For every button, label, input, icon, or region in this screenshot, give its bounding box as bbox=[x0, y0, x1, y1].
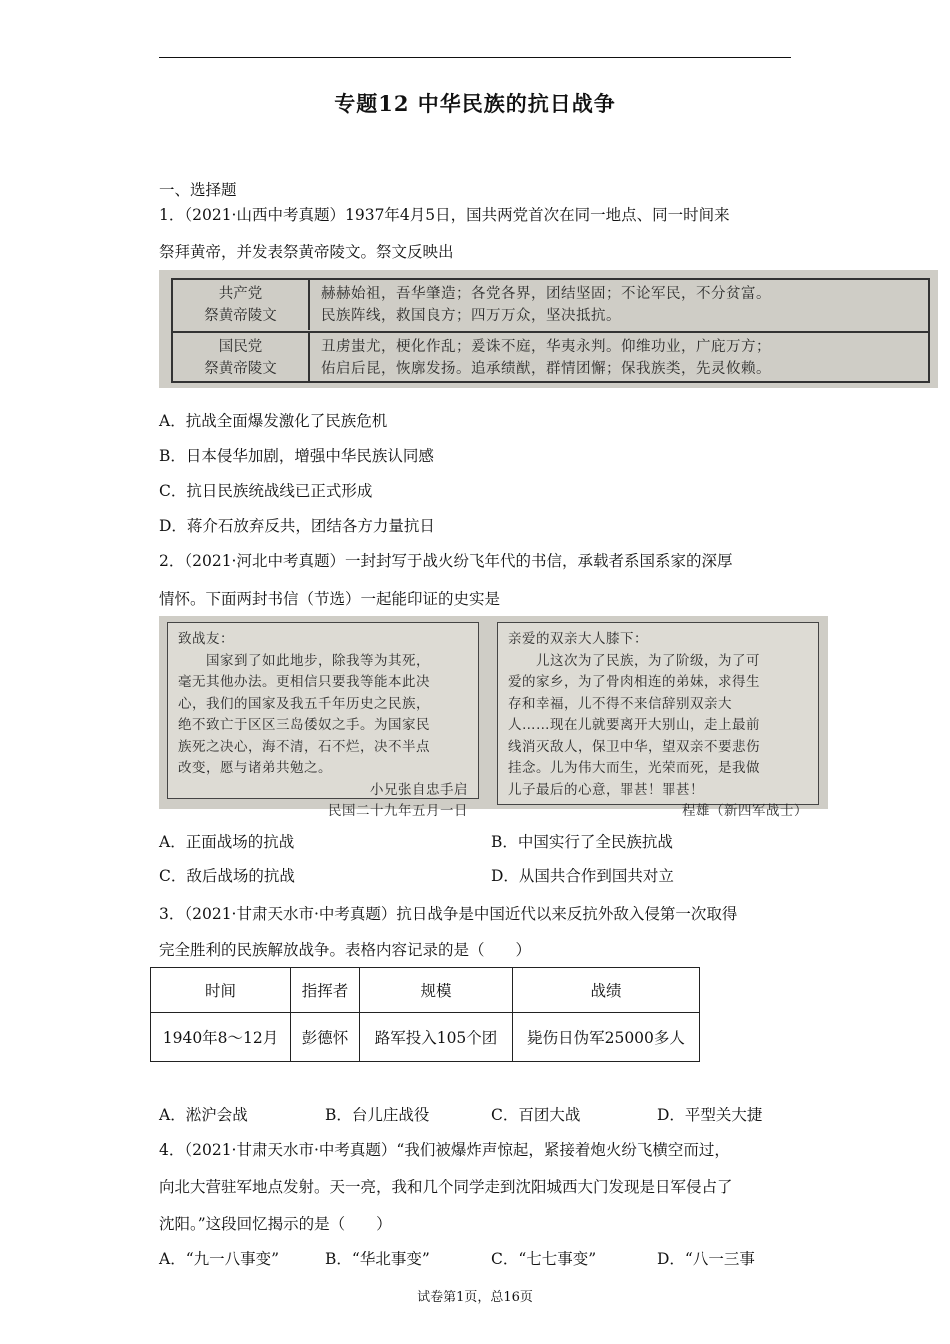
letter-cheng-xiong bbox=[497, 622, 819, 819]
q2-stem-line2: 情怀。下面两封书信（节选）一起能印证的史实是 bbox=[159, 590, 501, 608]
q3-option-c[interactable]: C．百团大战 bbox=[491, 1106, 581, 1124]
page-footer: 试卷第1页，总16页 bbox=[417, 1290, 533, 1305]
letter-b-line: 爱的家乡，为了骨肉相连的弟妹，求得生 bbox=[508, 674, 760, 690]
letter-b-line: 亲爱的双亲大人膝下： bbox=[508, 631, 648, 647]
letter-a-date: 民国二十九年五月一日 bbox=[230, 803, 468, 819]
q1-row2-label-doc: 祭黄帝陵文 bbox=[204, 361, 277, 377]
letter-b-line: 线消灭敌人，保卫中华，望双亲不要悲伤 bbox=[508, 738, 760, 755]
letter-a-line: 致战友： bbox=[178, 631, 234, 647]
q2-option-b[interactable]: B．中国实行了全民族抗战 bbox=[491, 833, 673, 851]
q1-option-c[interactable]: C．抗日民族统战线已正式形成 bbox=[159, 482, 373, 500]
q3-stem-line1: 3．（2021·甘肃天水市·中考真题）抗日战争是中国近代以来反抗外敌入侵第一次取得 bbox=[159, 905, 738, 923]
letter-a-line: 国家到了如此地步，除我等为其死， bbox=[178, 652, 430, 669]
q4-stem-line3: 沈阳。”这段回忆揭示的是（ ） bbox=[159, 1215, 392, 1233]
q3-option-b[interactable]: B．台儿庄战役 bbox=[325, 1106, 430, 1124]
section-heading: 一、选择题 bbox=[159, 181, 237, 199]
page-title: 专题12 中华民族的抗日战争 bbox=[334, 91, 616, 116]
letter-a-line: 心，我们的国家及我五千年历史之民族， bbox=[178, 695, 430, 712]
table-cell: 毙伤日伪军25000多人 bbox=[513, 1013, 700, 1062]
q1-row2-label-party: 国民党 bbox=[218, 339, 263, 355]
letter-a-line: 毫无其他办法。更相信只要我等能本此决 bbox=[178, 674, 430, 690]
q1-option-b[interactable]: B．日本侵华加剧，增强中华民族认同感 bbox=[159, 447, 434, 465]
table-header-row bbox=[151, 968, 700, 1013]
table-header-cell: 时间 bbox=[151, 968, 291, 1013]
q2-option-a[interactable]: A．正面战场的抗战 bbox=[159, 833, 295, 851]
letter-zhang-zizhong bbox=[167, 622, 479, 819]
q1-row1-text-line2: 民族阵线，救国良方；四万万众，坚决抵抗。 bbox=[321, 308, 621, 324]
table-cell: 1940年8～12月 bbox=[151, 1013, 291, 1062]
letter-a-line: 改变，愿与诸弟共勉之。 bbox=[178, 760, 332, 776]
q2-option-c[interactable]: C．敌后战场的抗战 bbox=[159, 867, 295, 885]
table-header-cell: 指挥者 bbox=[291, 968, 360, 1013]
q3-option-a[interactable]: A．淞沪会战 bbox=[159, 1106, 248, 1124]
table-cell: 路军投入105个团 bbox=[360, 1013, 513, 1062]
letter-b-signature: 程雄（新四军战士） bbox=[542, 803, 808, 819]
q4-option-a[interactable]: A．“九一八事变” bbox=[159, 1250, 280, 1268]
q1-row2-text-line1: 丑虏蚩尤，梗化作乱；爰诛不庭，华夷永判。仰维功业，广庇万方； bbox=[321, 339, 771, 355]
table-cell: 彭德怀 bbox=[291, 1013, 360, 1062]
letter-a-line: 绝不致亡于区区三岛倭奴之手。为国家民 bbox=[178, 717, 430, 733]
letter-b-line: 存和幸福，儿不得不来信辞别双亲大 bbox=[508, 695, 732, 712]
q2-letters-image bbox=[159, 616, 828, 819]
q1-row1-text-line1: 赫赫始祖，吾华肇造；各党各界，团结坚固；不论军民，不分贫富。 bbox=[321, 286, 771, 302]
q1-image-table bbox=[159, 270, 938, 388]
letter-b-line: 人……现在儿就要离开大别山，走上最前 bbox=[508, 717, 760, 733]
q3-option-d[interactable]: D．平型关大捷 bbox=[657, 1106, 763, 1124]
q2-option-d[interactable]: D．从国共合作到国共对立 bbox=[491, 867, 674, 885]
table-row bbox=[151, 1013, 700, 1062]
letter-a-signature: 小兄张自忠手启 bbox=[244, 781, 468, 798]
q4-stem-line1: 4．（2021·甘肃天水市·中考真题）“我们被爆炸声惊起，紧接着炮火纷飞横空而过， bbox=[159, 1141, 730, 1159]
table-header-cell: 规模 bbox=[360, 968, 513, 1013]
letter-b-line: 儿这次为了民族，为了阶级，为了可 bbox=[508, 652, 760, 669]
letter-b-line: 挂念。儿为伟大而生，光荣而死，是我做 bbox=[508, 760, 760, 776]
q3-stem-line2: 完全胜利的民族解放战争。表格内容记录的是（ ） bbox=[159, 941, 532, 959]
q4-option-b[interactable]: B．“华北事变” bbox=[325, 1250, 430, 1268]
header-rule bbox=[159, 57, 791, 58]
letter-b-line: 儿子最后的心意，罪甚！罪甚！ bbox=[508, 781, 704, 798]
q1-option-d[interactable]: D．蒋介石放弃反共，团结各方力量抗日 bbox=[159, 517, 435, 535]
q1-row1-label-party: 共产党 bbox=[218, 286, 263, 302]
q1-option-a[interactable]: A．抗战全面爆发激化了民族危机 bbox=[159, 412, 388, 430]
table-header-cell: 战绩 bbox=[513, 968, 700, 1013]
q1-row1-label-doc: 祭黄帝陵文 bbox=[204, 308, 277, 324]
q1-row2-text-line2: 佑启后昆，恢廓发扬。追承绩猷，群情团懈；保我族类，先灵攸赖。 bbox=[321, 361, 771, 377]
q1-stem-line1: 1．（2021·山西中考真题）1937年4月5日，国共两党首次在同一地点、同一时间来 bbox=[159, 206, 730, 224]
q4-option-d[interactable]: D．“八一三事 bbox=[657, 1250, 755, 1268]
q4-option-c[interactable]: C．“七七事变” bbox=[491, 1250, 597, 1268]
q4-stem-line2: 向北大营驻军地点发射。天一亮，我和几个同学走到沈阳城西大门发现是日军侵占了 bbox=[159, 1178, 733, 1196]
q1-stem-line2: 祭拜黄帝，并发表祭黄帝陵文。祭文反映出 bbox=[159, 243, 454, 261]
letter-a-line: 族死之决心，海不清，石不烂，决不半点 bbox=[178, 738, 430, 755]
q2-stem-line1: 2．（2021·河北中考真题）一封封写于战火纷飞年代的书信，承载者系国系家的深厚 bbox=[159, 552, 733, 570]
q3-table bbox=[150, 967, 700, 1062]
